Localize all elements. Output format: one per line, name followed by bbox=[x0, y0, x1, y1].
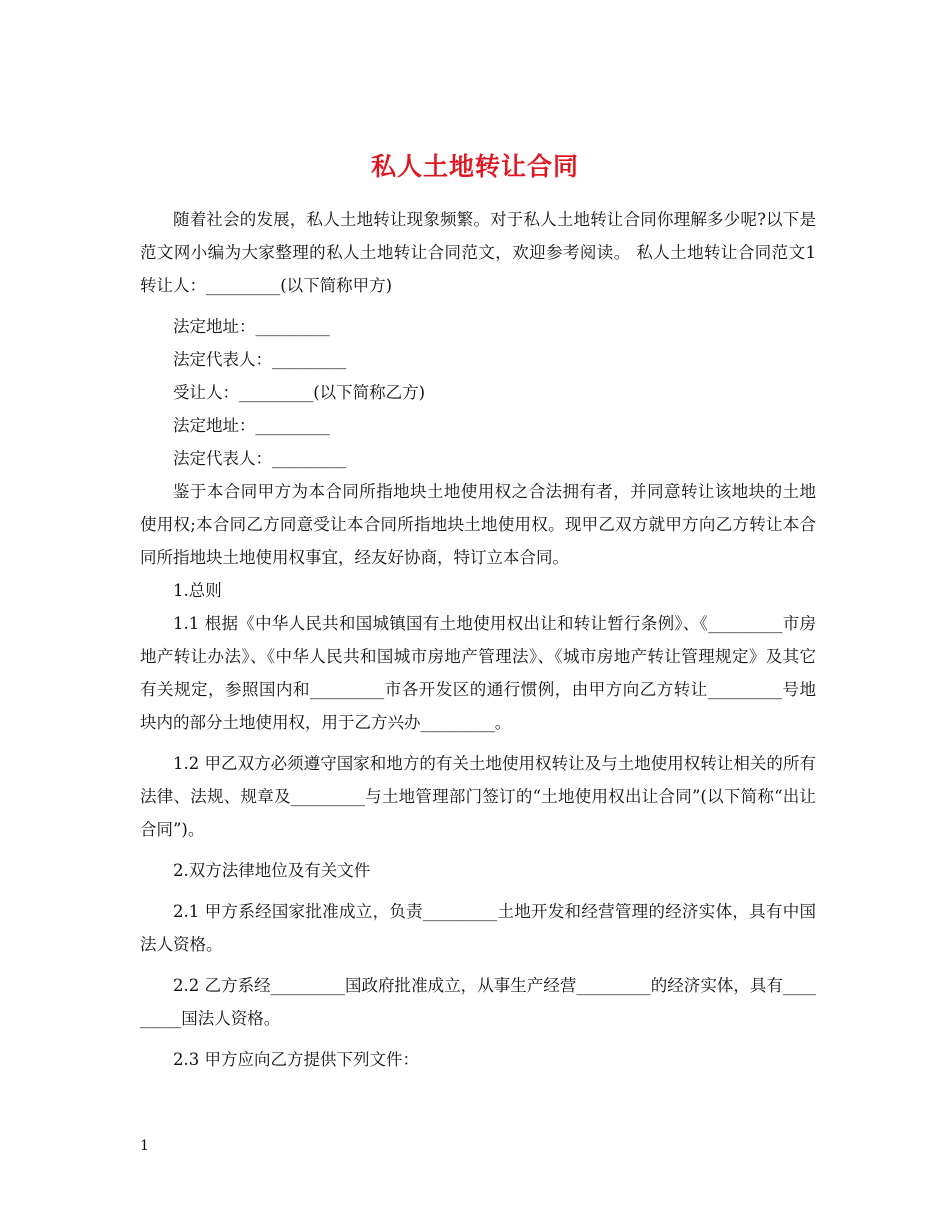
document-body bbox=[140, 203, 849, 1084]
transferor-address-line: 法定地址：_________ bbox=[173, 317, 330, 336]
clause-2-2: 2.2 乙方系经_________国政府批准成立，从事生产经营_________的经济实体，具有_________国法人资格。 bbox=[140, 976, 816, 1028]
section-heading-general: 1.总则 bbox=[173, 581, 222, 600]
transferee-address-line: 法定地址：_________ bbox=[173, 416, 330, 435]
clause-1-2: 1.2 甲乙双方必须遵守国家和地方的有关土地使用权转让及与土地使用权转让相关的所有法律、法规、规章及_________与土地管理部门签订的“土地使用权出让合同”(以下简称“出让合同”)。 bbox=[140, 754, 816, 839]
document-title: 私人土地转让合同 bbox=[370, 151, 579, 181]
clause-2-1: 2.1 甲方系经国家批准成立，负责_________土地开发和经营管理的经济实体，具有中国法人资格。 bbox=[140, 902, 816, 954]
transferee-representative-line: 法定代表人：_________ bbox=[173, 449, 347, 468]
transferee-line: 受让人：_________(以下简称乙方) bbox=[173, 383, 426, 402]
page-number: 1 bbox=[140, 1138, 149, 1154]
clause-1-1: 1.1 根据《中华人民共和国城镇国有土地使用权出让和转让暂行条例》、《_________市房地产转让办法》、《中华人民共和国城市房地产管理法》、《城市房地产转让管理规定》及其它有关规定，参照国内和_________市各开发区的通行惯例，由甲方向乙方转让_________号地块内的部分土地使用权，用于乙方兴办_________。 bbox=[140, 614, 816, 732]
preamble-paragraph: 鉴于本合同甲方为本合同所指地块土地使用权之合法拥有者，并同意转让该地块的土地使用权;本合同乙方同意受让本合同所指地块土地使用权。现甲乙双方就甲方向乙方转让本合同所指地块土地使用权事宜，经友好协商，特订立本合同。 bbox=[140, 482, 816, 567]
section-heading-legal-status: 2.双方法律地位及有关文件 bbox=[173, 861, 371, 880]
intro-paragraph: 随着社会的发展，私人土地转让现象频繁。对于私人土地转让合同你理解多少呢?以下是范文网小编为大家整理的私人土地转让合同范文，欢迎参考阅读。 私人土地转让合同范文1 转让人：_________(以下简称甲方) bbox=[140, 210, 849, 295]
transferor-representative-line: 法定代表人：_________ bbox=[173, 350, 347, 369]
clause-2-3: 2.3 甲方应向乙方提供下列文件： bbox=[173, 1050, 419, 1069]
